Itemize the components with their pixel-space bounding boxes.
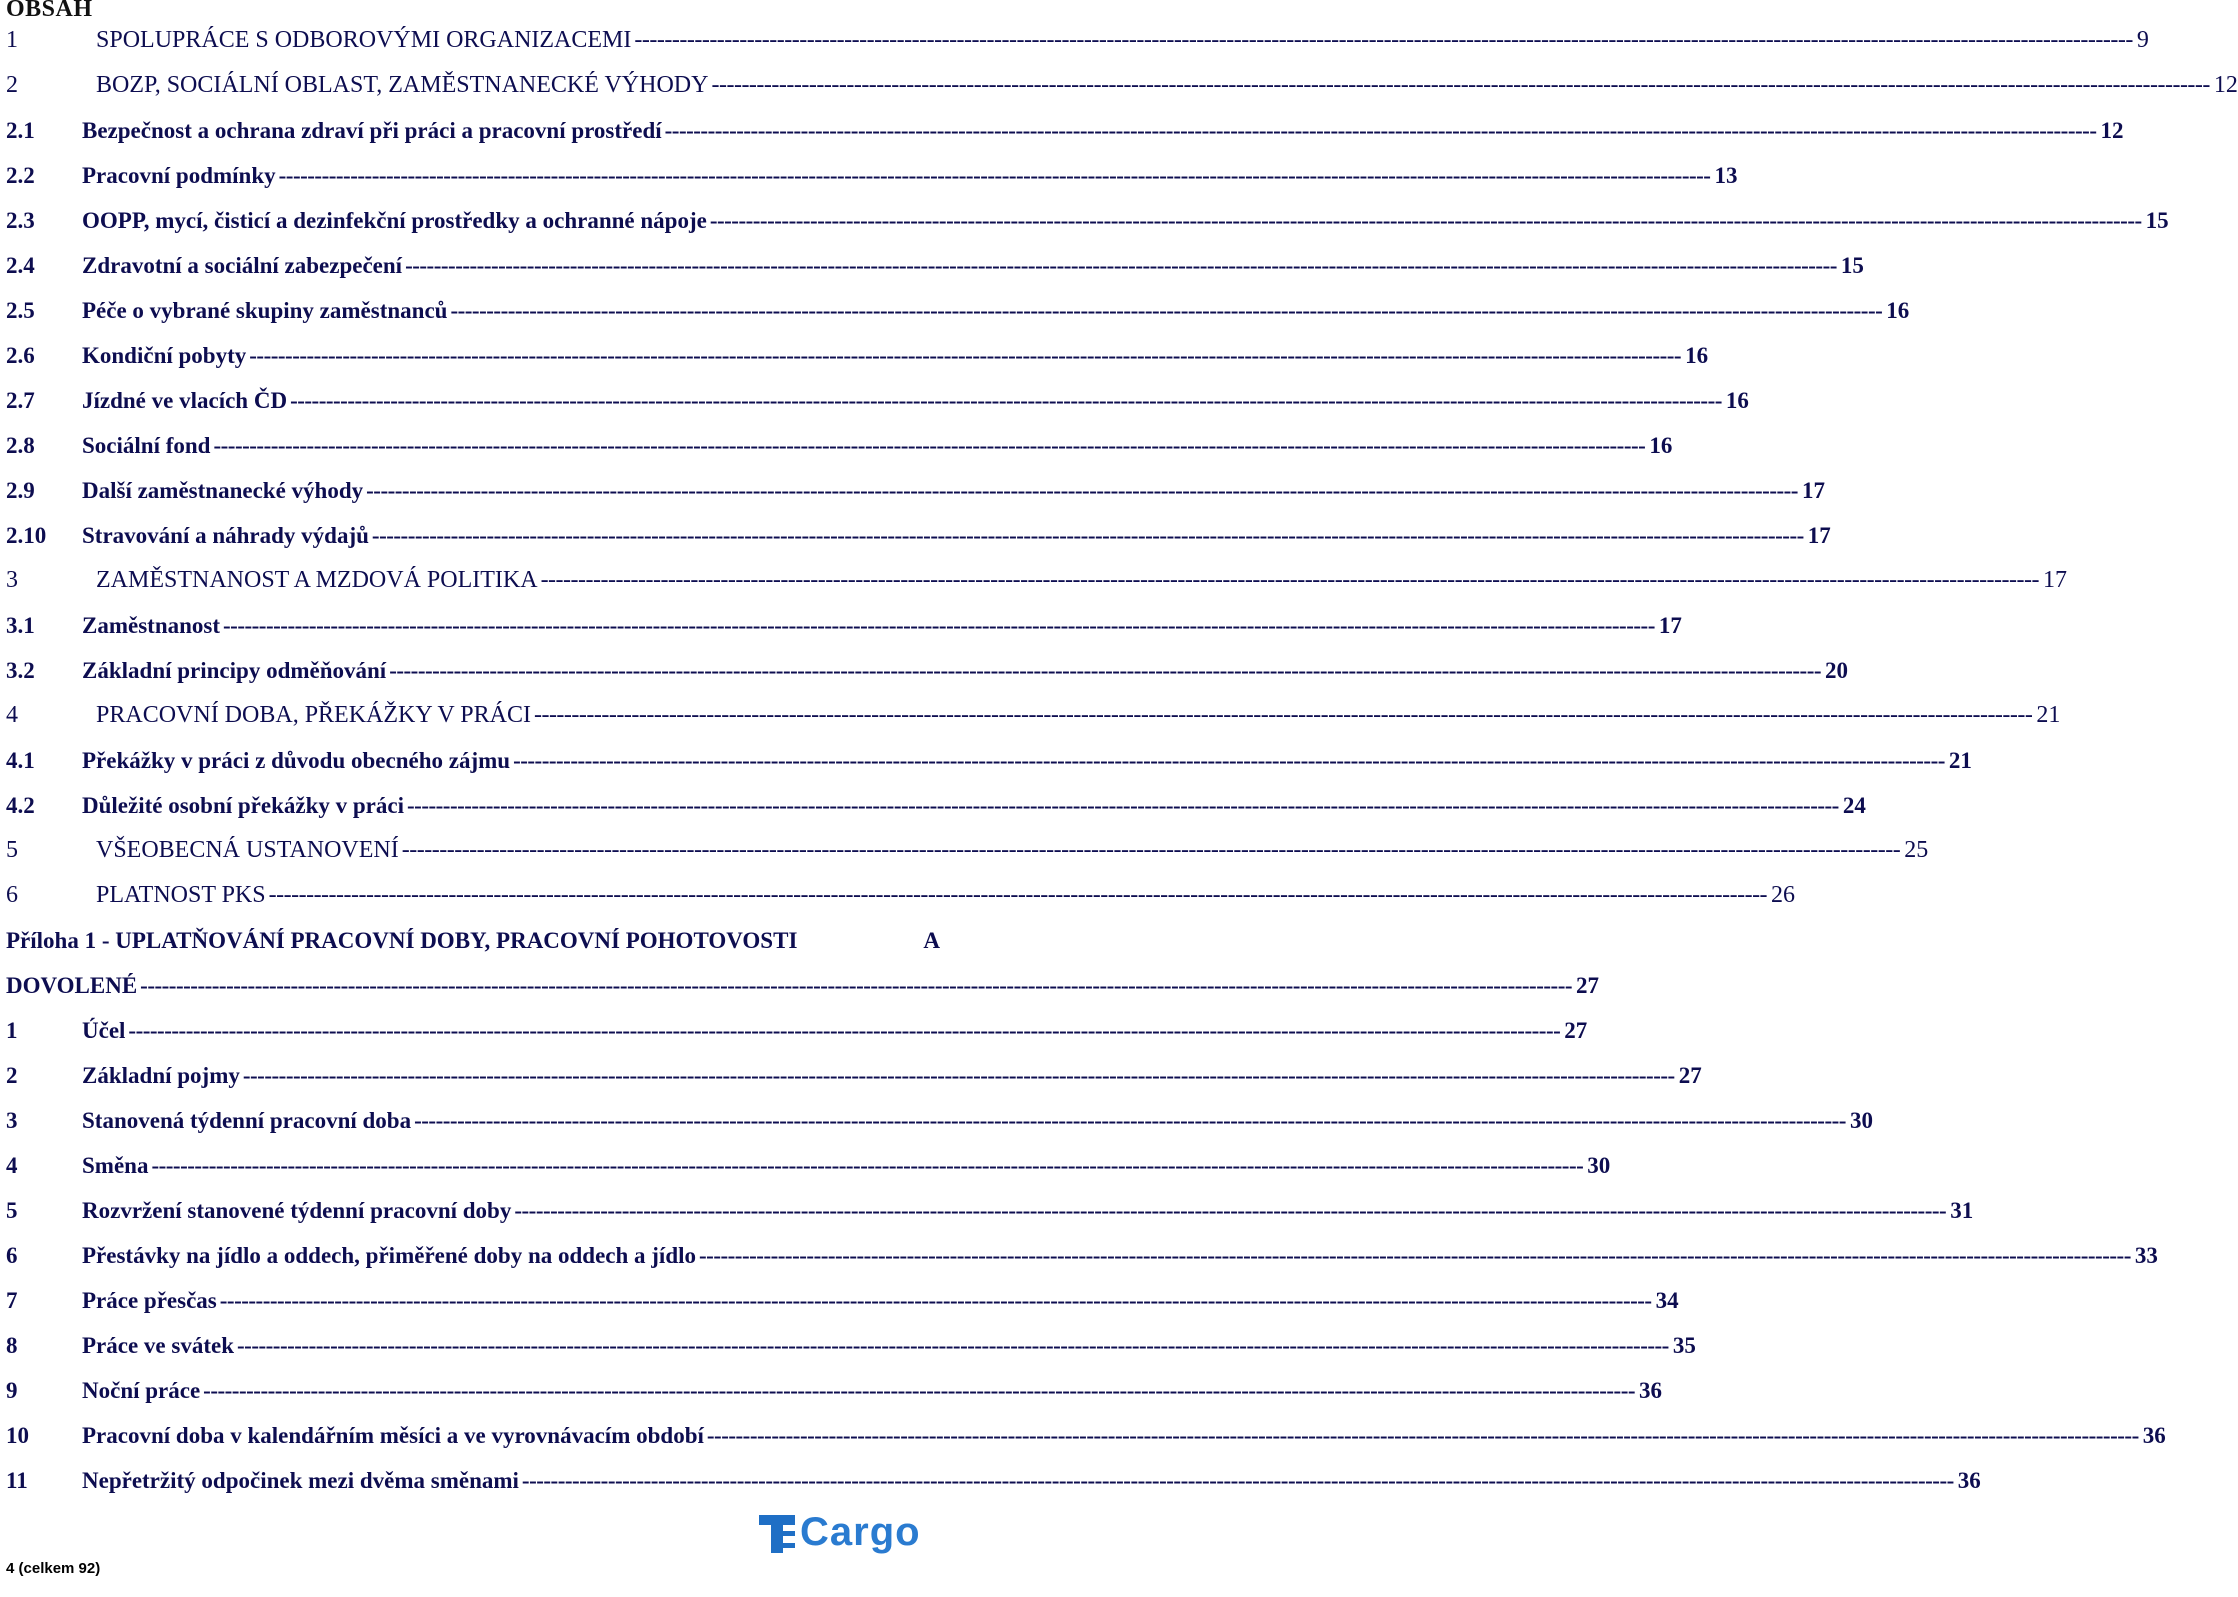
toc-entry-title: Práce přesčas — [82, 1287, 217, 1313]
toc-entry[interactable] — [6, 873, 1796, 918]
toc-entry-page: 21 — [1948, 747, 1972, 773]
toc-entry[interactable] — [6, 558, 2067, 603]
toc-entry[interactable] — [6, 1008, 1588, 1053]
toc-entry-title: Směna — [82, 1152, 149, 1178]
toc-entry-title: Základní principy odměňování — [82, 657, 387, 683]
toc-entry-page: 25 — [1904, 837, 1929, 863]
dot-leader: -------------------------------------------------------------------------------------------------------------------------------------------------------------------------------------------------------- — [237, 1332, 1669, 1358]
toc-entry[interactable] — [6, 198, 2169, 243]
toc-entry-page: 17 — [1807, 522, 1831, 548]
toc-entry[interactable] — [6, 63, 2238, 108]
toc-entry-number: 11 — [6, 1467, 28, 1493]
toc-entry-title: Bezpečnost a ochrana zdraví při práci a pracovní prostředí — [82, 117, 662, 143]
toc-entry-title: Kondiční pobyty — [82, 342, 247, 368]
logo-mark-icon — [757, 1513, 797, 1555]
toc-entry-page: 31 — [1950, 1197, 1974, 1223]
dot-leader: -------------------------------------------------------------------------------------------------------------------------------------------------------------------------------------------------------- — [709, 207, 2142, 233]
toc-entry-page: 17 — [2043, 567, 2067, 593]
toc-entry-title: BOZP, SOCIÁLNÍ OBLAST, ZAMĚSTNANECKÉ VÝHODY — [96, 72, 709, 98]
toc-entry-number: 2.9 — [6, 477, 35, 503]
dot-leader: -------------------------------------------------------------------------------------------------------------------------------------------------------------------------------------------------------- — [140, 972, 1573, 998]
toc-entry-title: Nepřetržitý odpočinek mezi dvěma směnami — [82, 1467, 519, 1493]
toc-entry-page: 20 — [1825, 657, 1849, 683]
toc-entry-number: 7 — [6, 1287, 18, 1313]
toc-entry-page: 13 — [1714, 162, 1738, 188]
toc-entry-title: Noční práce — [82, 1377, 201, 1403]
toc-entry-number: 3 — [6, 567, 18, 593]
toc-entry-page: 36 — [1957, 1467, 1981, 1493]
toc-entry-number: 5 — [6, 1197, 18, 1223]
toc-entry-page: 16 — [1685, 342, 1709, 368]
toc-entry-page: 36 — [2142, 1422, 2166, 1448]
dot-leader: -------------------------------------------------------------------------------------------------------------------------------------------------------------------------------------------------------- — [389, 657, 1822, 683]
dot-leader: -------------------------------------------------------------------------------------------------------------------------------------------------------------------------------------------------------- — [223, 612, 1655, 638]
toc-entry[interactable] — [6, 468, 1825, 513]
toc-entry-number: 2.5 — [6, 297, 35, 323]
toc-entry-title: OOPP, mycí, čisticí a dezinfekční prostředky a ochranné nápoje — [82, 207, 707, 233]
toc-entry-title: Překážky v práci z důvodu obecného zájmu — [82, 747, 511, 773]
dot-leader: -------------------------------------------------------------------------------------------------------------------------------------------------------------------------------------------------------- — [405, 252, 1837, 278]
toc-entry-page: 30 — [1587, 1152, 1611, 1178]
dot-leader: -------------------------------------------------------------------------------------------------------------------------------------------------------------------------------------------------------- — [203, 1377, 1636, 1403]
toc-entry-number: 4 — [6, 1152, 18, 1178]
dot-leader: -------------------------------------------------------------------------------------------------------------------------------------------------------------------------------------------------------- — [540, 567, 2039, 593]
toc-entry-number: 1 — [6, 27, 18, 53]
toc-entry-number: 2.3 — [6, 207, 35, 233]
toc-entry-title: SPOLUPRÁCE S ODBOROVÝMI ORGANIZACEMI — [96, 27, 632, 53]
toc-entry-number: 2.1 — [6, 117, 35, 143]
dot-leader: -------------------------------------------------------------------------------------------------------------------------------------------------------------------------------------------------------- — [450, 297, 1883, 323]
toc-entry[interactable] — [6, 1323, 1696, 1368]
toc-entry-page: 17 — [1658, 612, 1682, 638]
annex-heading-page: 27 — [1576, 972, 1600, 998]
toc-entry[interactable] — [6, 423, 1673, 468]
dot-leader: -------------------------------------------------------------------------------------------------------------------------------------------------------------------------------------------------------- — [213, 432, 1646, 458]
toc-entry-page: 33 — [2134, 1242, 2158, 1268]
toc-entry[interactable] — [6, 1368, 1663, 1413]
toc-entry[interactable] — [6, 153, 1738, 198]
toc-entry-page: 15 — [1840, 252, 1864, 278]
toc-entry[interactable] — [6, 1098, 1873, 1143]
toc-entry-page: 30 — [1849, 1107, 1873, 1133]
toc-entry-title: Stravování a náhrady výdajů — [82, 522, 369, 548]
dot-leader: -------------------------------------------------------------------------------------------------------------------------------------------------------------------------------------------------------- — [634, 27, 2133, 53]
toc-entry-page: 34 — [1655, 1287, 1679, 1313]
annex-heading-title-line2: DOVOLENÉ — [6, 972, 138, 998]
toc-entry[interactable] — [6, 783, 1866, 828]
toc-entry-number: 9 — [6, 1377, 18, 1403]
toc-entry[interactable] — [6, 108, 2124, 153]
toc-entry-page: 21 — [2036, 702, 2061, 728]
toc-entry-title: Základní pojmy — [82, 1062, 240, 1088]
toc-entry-title: Pracovní doba v kalendářním měsíci a ve vyrovnávacím období — [82, 1422, 704, 1448]
toc-entry-number: 6 — [6, 882, 18, 908]
toc-entry-number: 2.6 — [6, 342, 35, 368]
toc-entry-title: VŠEOBECNÁ USTANOVENÍ — [96, 837, 399, 863]
dot-leader: -------------------------------------------------------------------------------------------------------------------------------------------------------------------------------------------------------- — [706, 1422, 2139, 1448]
cargo-logo — [757, 1510, 943, 1557]
toc-entry-title: Účel — [82, 1017, 126, 1043]
toc-entry-number: 2 — [6, 72, 18, 98]
dot-leader: -------------------------------------------------------------------------------------------------------------------------------------------------------------------------------------------------------- — [711, 72, 2210, 98]
dot-leader: -------------------------------------------------------------------------------------------------------------------------------------------------------------------------------------------------------- — [249, 342, 1682, 368]
toc-entry-page: 12 — [2100, 117, 2124, 143]
toc-entry-number: 3 — [6, 1107, 18, 1133]
toc-entry-number: 5 — [6, 837, 18, 863]
toc-entry-page: 12 — [2213, 72, 2238, 98]
annex-heading-title-end: A — [923, 927, 940, 953]
dot-leader: -------------------------------------------------------------------------------------------------------------------------------------------------------------------------------------------------------- — [664, 117, 2097, 143]
toc-entry-page: 27 — [1564, 1017, 1588, 1043]
dot-leader: -------------------------------------------------------------------------------------------------------------------------------------------------------------------------------------------------------- — [151, 1152, 1584, 1178]
toc-entry-page: 16 — [1725, 387, 1749, 413]
table-of-contents — [6, 18, 2238, 1503]
annex-heading-title: Příloha 1 - UPLATŇOVÁNÍ PRACOVNÍ DOBY, PRACOVNÍ POHOTOVOSTI — [6, 927, 798, 953]
toc-entry-title: Jízdné ve vlacích ČD — [82, 387, 288, 413]
toc-entry[interactable] — [6, 333, 1709, 378]
toc-entry[interactable] — [6, 378, 1749, 423]
toc-entry-page: 27 — [1678, 1062, 1702, 1088]
toc-entry-number: 2.10 — [6, 522, 47, 548]
toc-entry-number: 3.1 — [6, 612, 35, 638]
dot-leader: -------------------------------------------------------------------------------------------------------------------------------------------------------------------------------------------------------- — [533, 702, 2033, 728]
toc-entry-page: 26 — [1771, 882, 1796, 908]
toc-entry-page: 35 — [1672, 1332, 1696, 1358]
toc-entry-title: PRACOVNÍ DOBA, PŘEKÁŽKY V PRÁCI — [96, 702, 531, 728]
dot-leader: -------------------------------------------------------------------------------------------------------------------------------------------------------------------------------------------------------- — [521, 1467, 1954, 1493]
toc-entry-number: 2.4 — [6, 252, 35, 278]
toc-entry-number: 3.2 — [6, 657, 35, 683]
toc-entry-page: 15 — [2145, 207, 2169, 233]
toc-entry-number: 1 — [6, 1017, 18, 1043]
dot-leader: -------------------------------------------------------------------------------------------------------------------------------------------------------------------------------------------------------- — [219, 1287, 1652, 1313]
toc-entry-title: Důležité osobní překážky v práci — [82, 792, 404, 818]
dot-leader: -------------------------------------------------------------------------------------------------------------------------------------------------------------------------------------------------------- — [371, 522, 1804, 548]
dot-leader: -------------------------------------------------------------------------------------------------------------------------------------------------------------------------------------------------------- — [366, 477, 1798, 503]
toc-entry-page: 16 — [1649, 432, 1673, 458]
toc-entry[interactable] — [6, 18, 2149, 63]
dot-leader: -------------------------------------------------------------------------------------------------------------------------------------------------------------------------------------------------------- — [290, 387, 1722, 413]
toc-entry[interactable] — [6, 1053, 1702, 1098]
toc-entry-number: 4 — [6, 702, 18, 728]
page-counter: 4 (celkem 92) — [6, 1560, 101, 1577]
logo-wordmark: Cargo — [800, 1510, 921, 1554]
toc-entry[interactable] — [6, 1233, 2158, 1278]
toc-entry-title: Pracovní podmínky — [82, 162, 276, 188]
toc-entry[interactable] — [6, 603, 1682, 648]
toc-entry-title: Sociální fond — [82, 432, 211, 458]
toc-entry-title: Rozvržení stanovené týdenní pracovní doby — [82, 1197, 512, 1223]
toc-entry-number: 10 — [6, 1422, 29, 1448]
toc-entry-title: Práce ve svátek — [82, 1332, 234, 1358]
toc-entry[interactable] — [6, 828, 1929, 873]
toc-entry-page: 16 — [1886, 297, 1910, 323]
dot-leader: -------------------------------------------------------------------------------------------------------------------------------------------------------------------------------------------------------- — [242, 1062, 1675, 1088]
toc-heading: OBSAH — [6, 0, 93, 22]
annex-heading-continued[interactable] — [6, 963, 1600, 1008]
toc-entry[interactable] — [6, 693, 2061, 738]
toc-entry[interactable] — [6, 738, 1972, 783]
toc-entry-title: Zdravotní a sociální zabezpečení — [82, 252, 403, 278]
dot-leader: -------------------------------------------------------------------------------------------------------------------------------------------------------------------------------------------------------- — [407, 792, 1839, 818]
toc-entry-title: ZAMĚSTNANOST A MZDOVÁ POLITIKA — [96, 567, 538, 593]
dot-leader: -------------------------------------------------------------------------------------------------------------------------------------------------------------------------------------------------------- — [699, 1242, 2131, 1268]
toc-entry-title: Další zaměstnanecké výhody — [82, 477, 364, 503]
toc-entry-number: 4.2 — [6, 792, 35, 818]
toc-entry-number: 4.1 — [6, 747, 35, 773]
toc-entry-number: 8 — [6, 1332, 18, 1358]
toc-entry-title: Stanovená týdenní pracovní doba — [82, 1107, 412, 1133]
toc-entry-page: 24 — [1842, 792, 1866, 818]
dot-leader: -------------------------------------------------------------------------------------------------------------------------------------------------------------------------------------------------------- — [513, 747, 1945, 773]
dot-leader: -------------------------------------------------------------------------------------------------------------------------------------------------------------------------------------------------------- — [414, 1107, 1846, 1133]
toc-entry[interactable] — [6, 288, 1910, 333]
toc-entry-page: 17 — [1801, 477, 1825, 503]
toc-entry-number: 2.2 — [6, 162, 35, 188]
toc-entry[interactable] — [6, 1143, 1611, 1188]
dot-leader: -------------------------------------------------------------------------------------------------------------------------------------------------------------------------------------------------------- — [268, 882, 1768, 908]
toc-entry-page: 9 — [2136, 27, 2149, 53]
annex-heading[interactable] — [6, 918, 940, 963]
toc-entry[interactable] — [6, 1458, 1981, 1503]
toc-entry-title: Péče o vybrané skupiny zaměstnanců — [82, 297, 448, 323]
toc-entry-title: Přestávky na jídlo a oddech, přiměřené doby na oddech a jídlo — [82, 1242, 697, 1268]
toc-entry-title: Zaměstnanost — [82, 612, 221, 638]
dot-leader: -------------------------------------------------------------------------------------------------------------------------------------------------------------------------------------------------------- — [514, 1197, 1947, 1223]
toc-entry-number: 2.8 — [6, 432, 35, 458]
toc-entry[interactable] — [6, 1188, 1974, 1233]
toc-entry[interactable] — [6, 513, 1831, 558]
toc-entry[interactable] — [6, 1278, 1679, 1323]
dot-leader: -------------------------------------------------------------------------------------------------------------------------------------------------------------------------------------------------------- — [128, 1017, 1561, 1043]
toc-entry[interactable] — [6, 1413, 2166, 1458]
dot-leader: -------------------------------------------------------------------------------------------------------------------------------------------------------------------------------------------------------- — [278, 162, 1711, 188]
toc-entry-page: 36 — [1639, 1377, 1663, 1403]
dot-leader: -------------------------------------------------------------------------------------------------------------------------------------------------------------------------------------------------------- — [401, 837, 1901, 863]
toc-entry[interactable] — [6, 648, 1849, 693]
toc-entry-number: 2 — [6, 1062, 18, 1088]
toc-entry-number: 6 — [6, 1242, 18, 1268]
toc-entry[interactable] — [6, 243, 1864, 288]
toc-entry-number: 2.7 — [6, 387, 35, 413]
toc-entry-title: PLATNOST PKS — [96, 882, 266, 908]
